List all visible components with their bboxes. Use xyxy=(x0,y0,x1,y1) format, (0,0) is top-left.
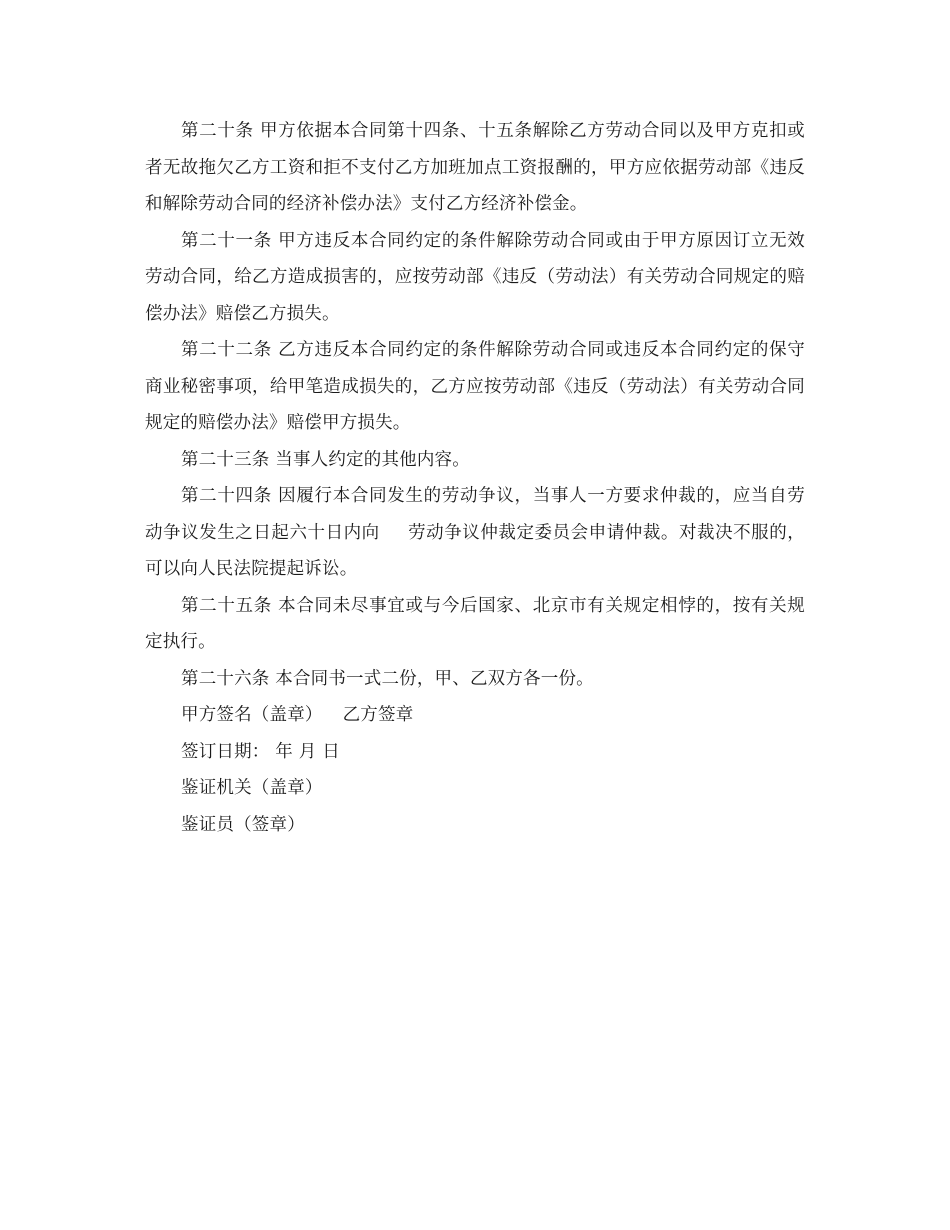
article-25: 第二十五条 本合同未尽事宜或与今后国家、北京市有关规定相悖的，按有关规定执行。 xyxy=(145,595,805,652)
article-21: 第二十一条 甲方违反本合同约定的条件解除劳动合同或由于甲方原因订立无效劳动合同，给乙方造成损害的，应按劳动部《违反（劳动法）有关劳动合同规定的赔偿办法》赔偿乙方损失。 xyxy=(145,230,805,324)
article-24-part-2: 劳动争议仲裁定委员会申请仲裁。对裁决不服的，可以向人民法院提起诉讼。 xyxy=(145,522,805,579)
party-b-signature: 乙方签章 xyxy=(342,705,414,725)
certifying-authority: 鉴证机关（盖章） xyxy=(181,778,323,798)
signature-line xyxy=(145,697,805,734)
article-24 xyxy=(145,478,805,588)
party-a-signature: 甲方签名（盖章） xyxy=(181,705,323,725)
article-20: 第二十条 甲方依据本合同第十四条、十五条解除乙方劳动合同以及甲方克扣或者无故拖欠乙方工资和拒不支付乙方加班加点工资报酬的，甲方应依据劳动部《违反和解除劳动合同的经济补偿办法》支付乙方经济补偿金。 xyxy=(145,121,805,214)
article-23: 第二十三条 当事人约定的其他内容。 xyxy=(181,449,470,470)
article-24-part-1: 第二十四条 因履行本合同发生的劳动争议，当事人一方要求仲裁的，应当自劳动争议发生之日起六十日内向 xyxy=(145,486,805,543)
article-26: 第二十六条 本合同书一式二份，甲、乙双方各一份。 xyxy=(181,668,594,689)
article-22: 第二十二条 乙方违反本合同约定的条件解除劳动合同或违反本合同约定的保守商业秘密事项，给甲笔造成损失的，乙方应按劳动部《违反（劳动法）有关劳动合同规定的赔偿办法》赔偿甲方损失。 xyxy=(145,340,805,433)
signing-date: 签订日期： 年 月 日 xyxy=(181,741,340,762)
contract-page xyxy=(145,113,805,843)
certifying-officer: 鉴证员（签章） xyxy=(181,814,305,835)
